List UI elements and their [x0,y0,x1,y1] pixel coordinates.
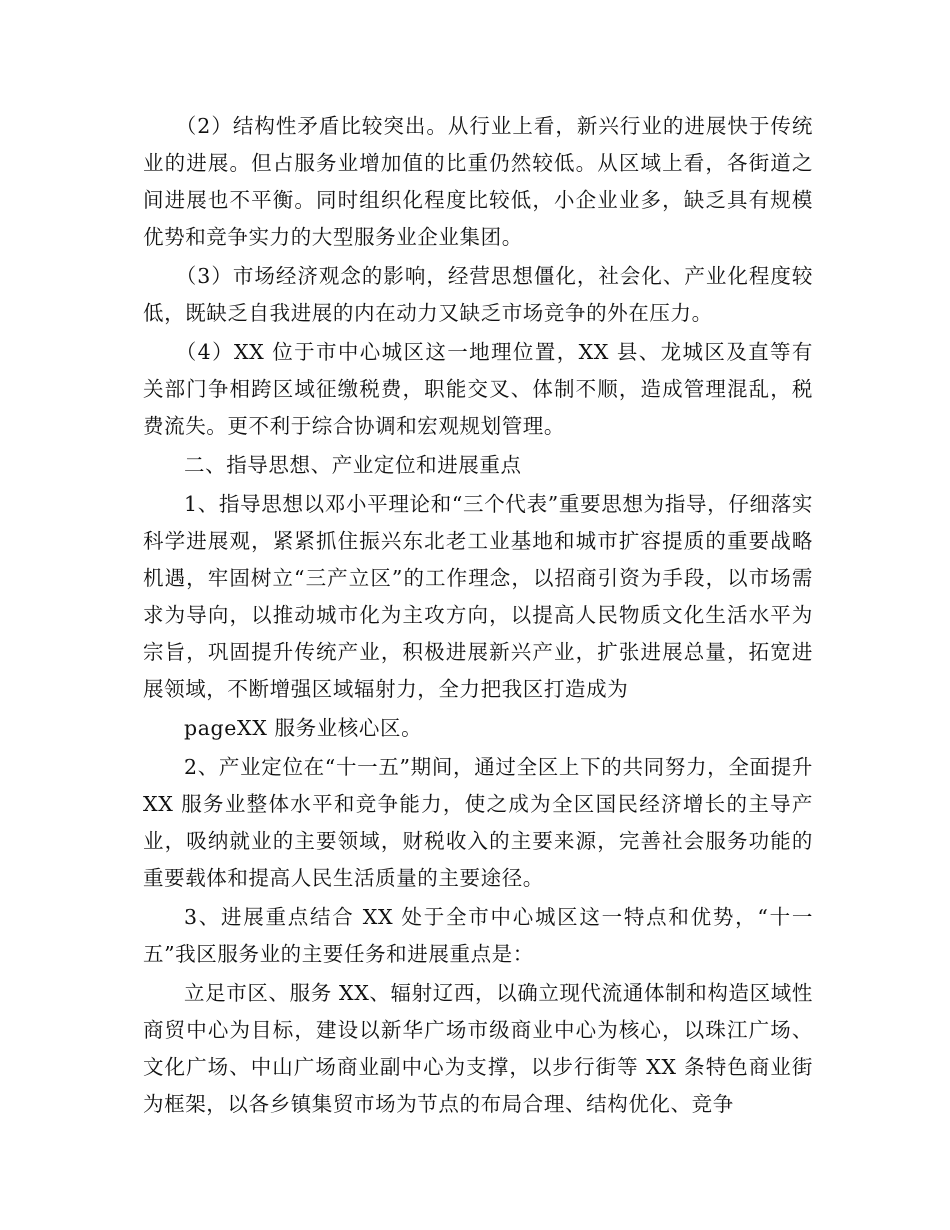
document-body [143,108,813,1125]
paragraph-commercial-center: 立足市区、服务 XX、辐射辽西，以确立现代流通体制和构造区域性商贸中心为目标，建设以新华广场市级商业中心为核心，以珠江广场、文化广场、中山广场商业副中心为支撑，以步行街等 XX 条特色商业街为框架，以各乡镇集贸市场为节点的布局合理、结构优化、竞争 [143,981,813,1116]
paragraph-guiding-ideology: 1、指导思想以邓小平理论和“三个代表”重要思想为指导，仔细落实科学进展观，紧紧抓住振兴东北老工业基地和城市扩容提质的重要战略机遇，牢固树立“三产立区”的工作理念，以招商引资为手段，以市场需求为导向，以推动城市化为主攻方向，以提高人民物质文化生活水平为宗旨，巩固提升传统产业，积极进展新兴产业，扩张进展总量，拓宽进展领域，不断增强区域辐射力，全力把我区打造成为 [143,492,813,701]
section-heading-guiding-ideology: 二、指导思想、产业定位和进展重点 [184,453,522,477]
paragraph-geographic-location: （4）XX 位于市中心城区这一地理位置，XX 县、龙城区及直等有关部门争相跨区域征缴税费，职能交叉、体制不顺，造成管理混乱，税费流失。更不利于综合协调和宏观规划管理。 [143,340,813,438]
paragraph-page-core-district: pageXX 服务业核心区。 [184,716,423,740]
paragraph-market-economy-concept: （3）市场经济观念的影响，经营思想僵化，社会化、产业化程度较低，既缺乏自我进展的内在动力又缺乏市场竞争的外在压力。 [143,264,813,325]
paragraph-structural-contradiction: （2）结构性矛盾比较突出。从行业上看，新兴行业的进展快于传统业的进展。但占服务业增加值的比重仍然较低。从区域上看，各街道之间进展也不平衡。同时组织化程度比较低，小企业业多，缺乏具有规模优势和竞争实力的大型服务业企业集团。 [143,114,813,249]
paragraph-industry-positioning: 2、产业定位在“十一五”期间，通过全区上下的共同努力，全面提升 XX 服务业整体水平和竞争能力，使之成为全区国民经济增长的主导产业，吸纳就业的主要领域，财税收入的主要来源，完善社会服务功能的重要载体和提高人民生活质量的主要途径。 [143,755,813,890]
paragraph-development-focus: 3、进展重点结合 XX 处于全市中心城区这一特点和优势，“十一五”我区服务业的主要任务和进展重点是： [143,905,813,966]
